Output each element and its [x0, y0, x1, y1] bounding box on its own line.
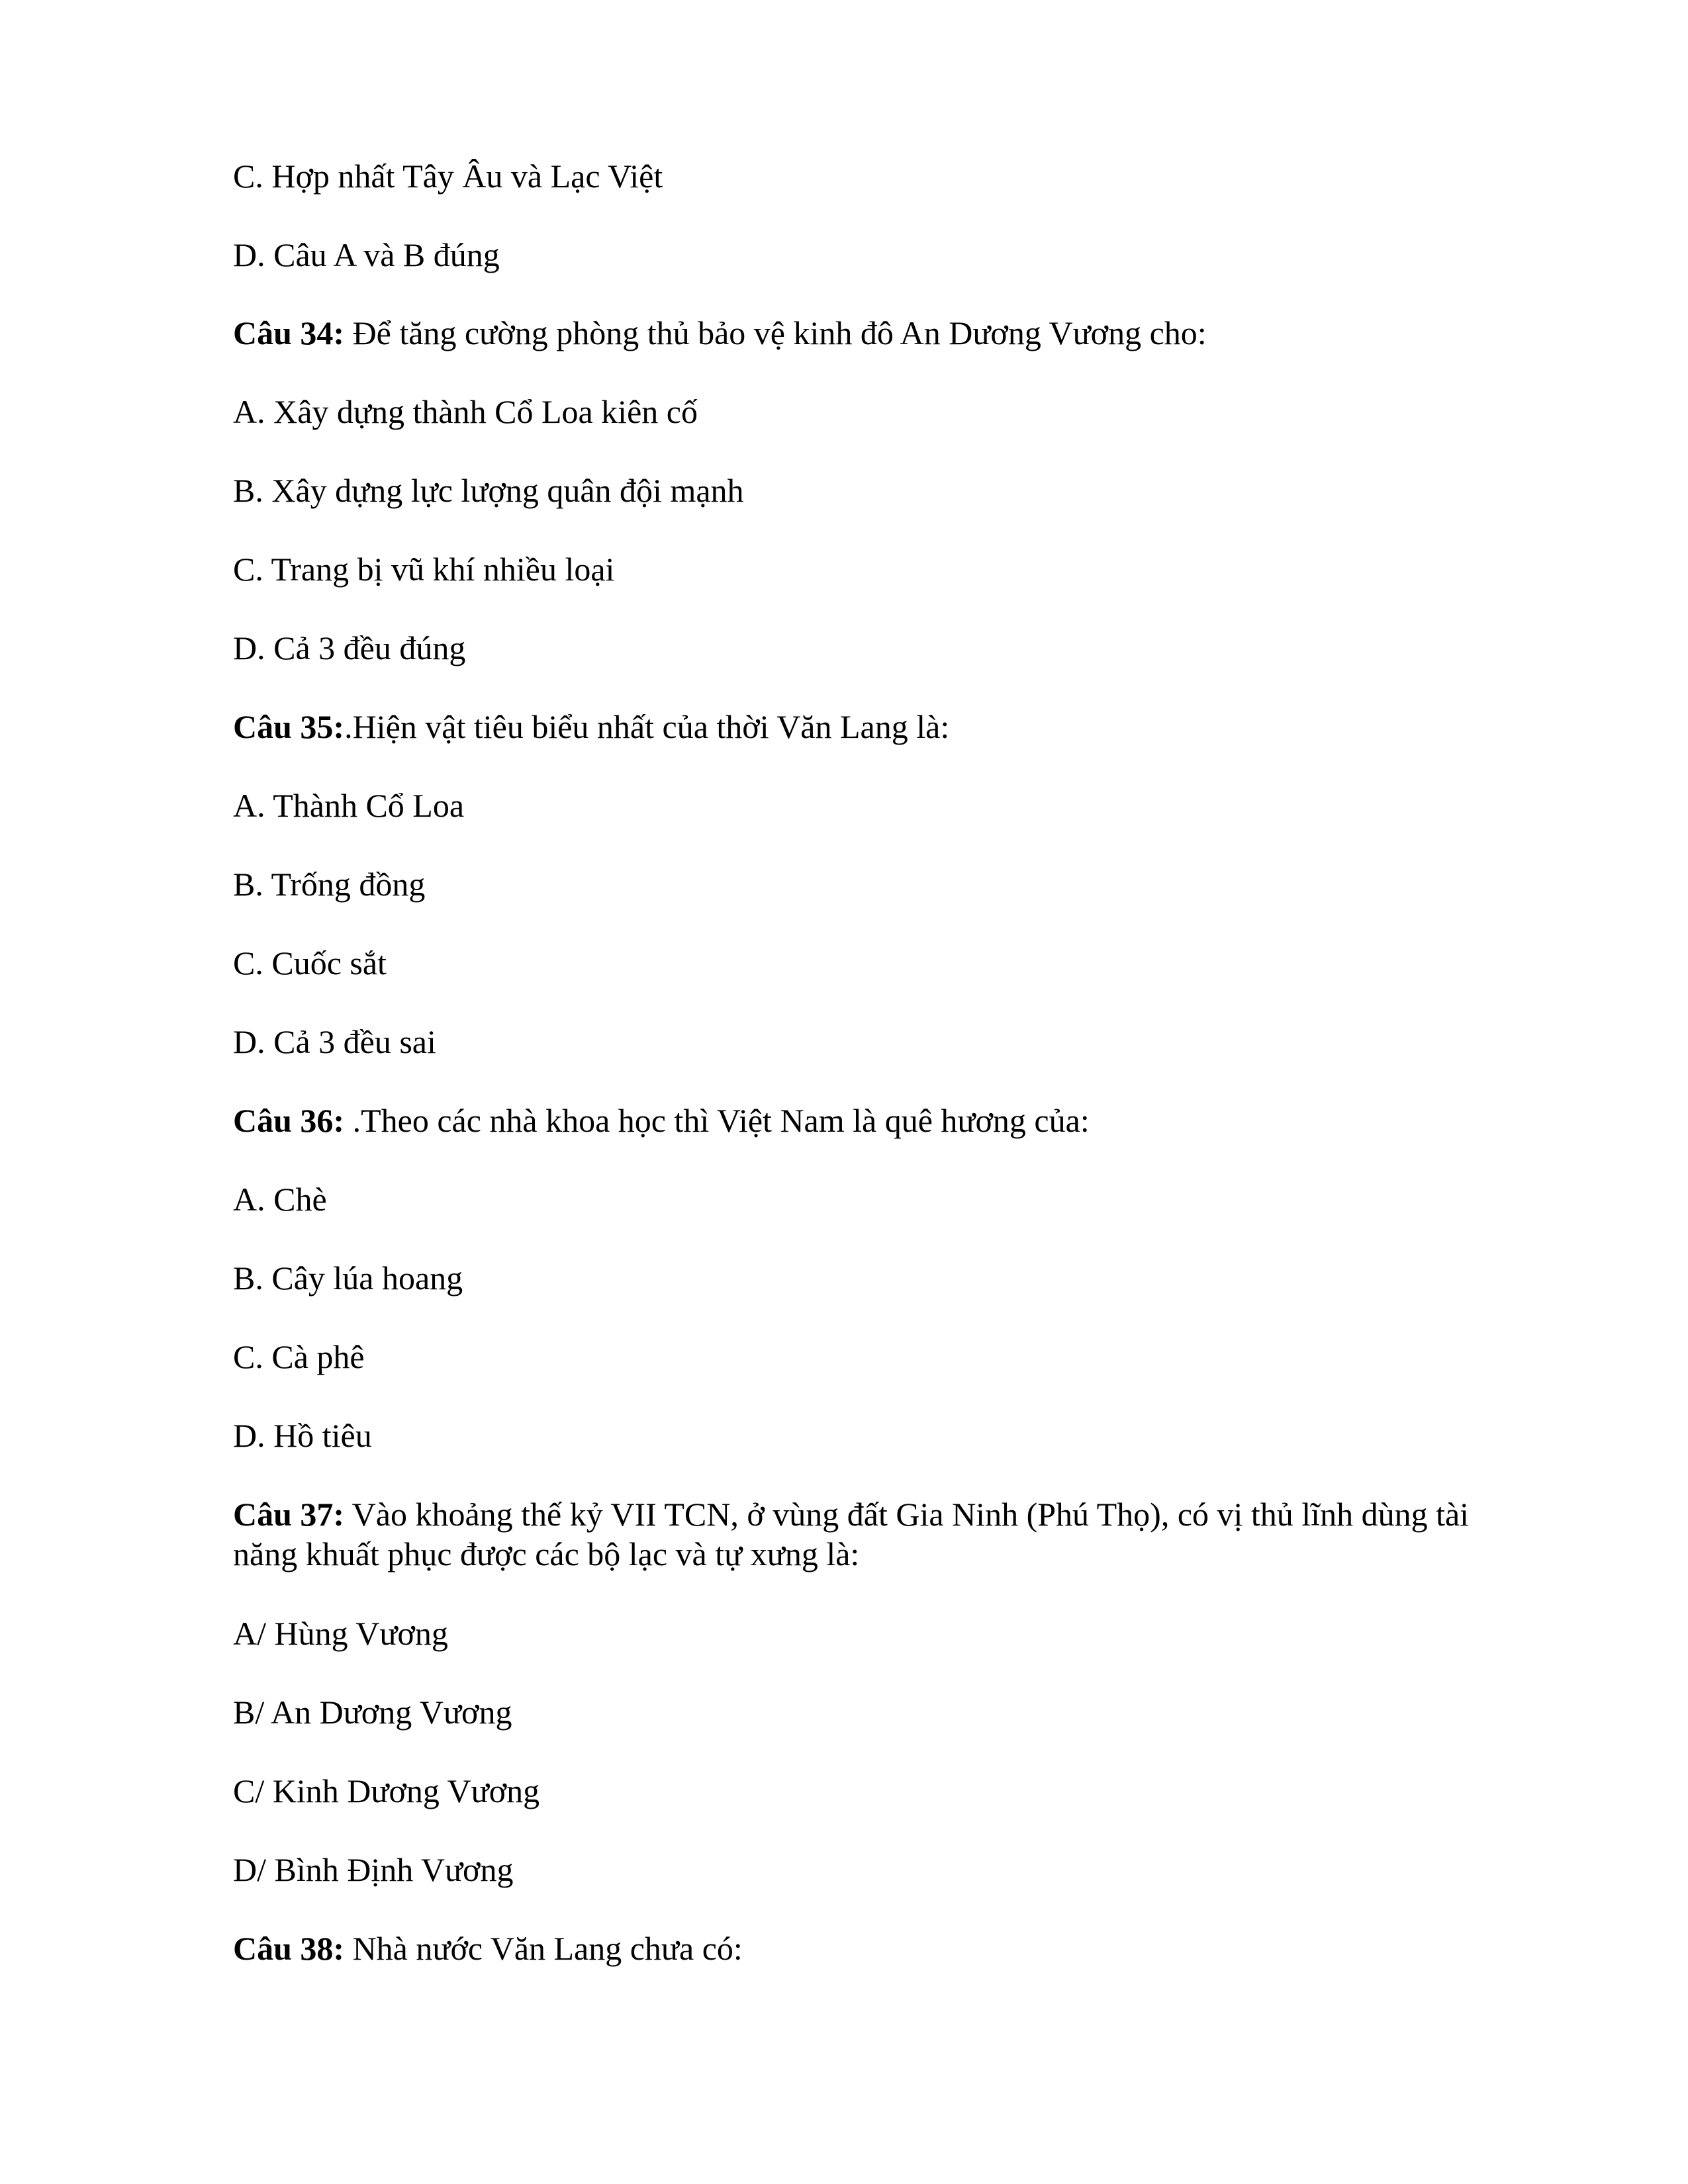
answer-option: A/ Hùng Vương [233, 1615, 448, 1652]
answer-option: A. Thành Cổ Loa [233, 787, 465, 824]
answer-option: C. Cà phê [233, 1338, 365, 1375]
answer-option: D. Cả 3 đều đúng [233, 629, 466, 666]
answer-option: B. Trống đồng [233, 866, 426, 903]
answer-option: C. Trang bị vũ khí nhiều loại [233, 551, 615, 588]
question-label: Câu 35: [233, 708, 345, 745]
question-38 [233, 1929, 743, 1968]
answer-option: D. Cả 3 đều sai [233, 1023, 436, 1060]
question-text: Nhà nước Văn Lang chưa có: [344, 1930, 743, 1967]
answer-option: D/ Bình Định Vương [233, 1851, 514, 1888]
question-text: .Hiện vật tiêu biểu nhất của thời Văn Lang là: [344, 708, 950, 745]
question-label: Câu 38: [233, 1930, 345, 1967]
answer-option: D. Câu A và B đúng [233, 236, 500, 273]
question-text: .Theo các nhà khoa học thì Việt Nam là quê hương của: [344, 1102, 1090, 1139]
question-label: Câu 34: [233, 314, 345, 351]
question-37 [233, 1494, 1524, 1574]
answer-option: A. Chè [233, 1181, 327, 1218]
question-text: Để tăng cường phòng thủ bảo vệ kinh đô An Dương Vương cho: [344, 314, 1207, 351]
question-text: Vào khoảng thế kỷ VII TCN, ở vùng đất Gia Ninh (Phú Thọ), có vị thủ lĩnh dùng tài năng khuất phục được các bộ lạc và tự xưng là: [233, 1496, 1470, 1572]
answer-option: A. Xây dựng thành Cổ Loa kiên cố [233, 393, 698, 430]
question-label: Câu 37: [233, 1496, 345, 1533]
question-label: Câu 36: [233, 1102, 345, 1139]
answer-option: B/ An Dương Vương [233, 1694, 512, 1731]
answer-option: C. Hợp nhất Tây Âu và Lạc Việt [233, 158, 663, 195]
question-35 [233, 707, 949, 747]
answer-option: B. Xây dựng lực lượng quân đội mạnh [233, 472, 744, 509]
answer-option: D. Hồ tiêu [233, 1417, 372, 1454]
answer-option: C. Cuốc sắt [233, 944, 387, 981]
question-36 [233, 1101, 1090, 1140]
answer-option: B. Cây lúa hoang [233, 1259, 463, 1297]
answer-option: C/ Kinh Dương Vương [233, 1772, 540, 1809]
question-34 [233, 313, 1207, 353]
